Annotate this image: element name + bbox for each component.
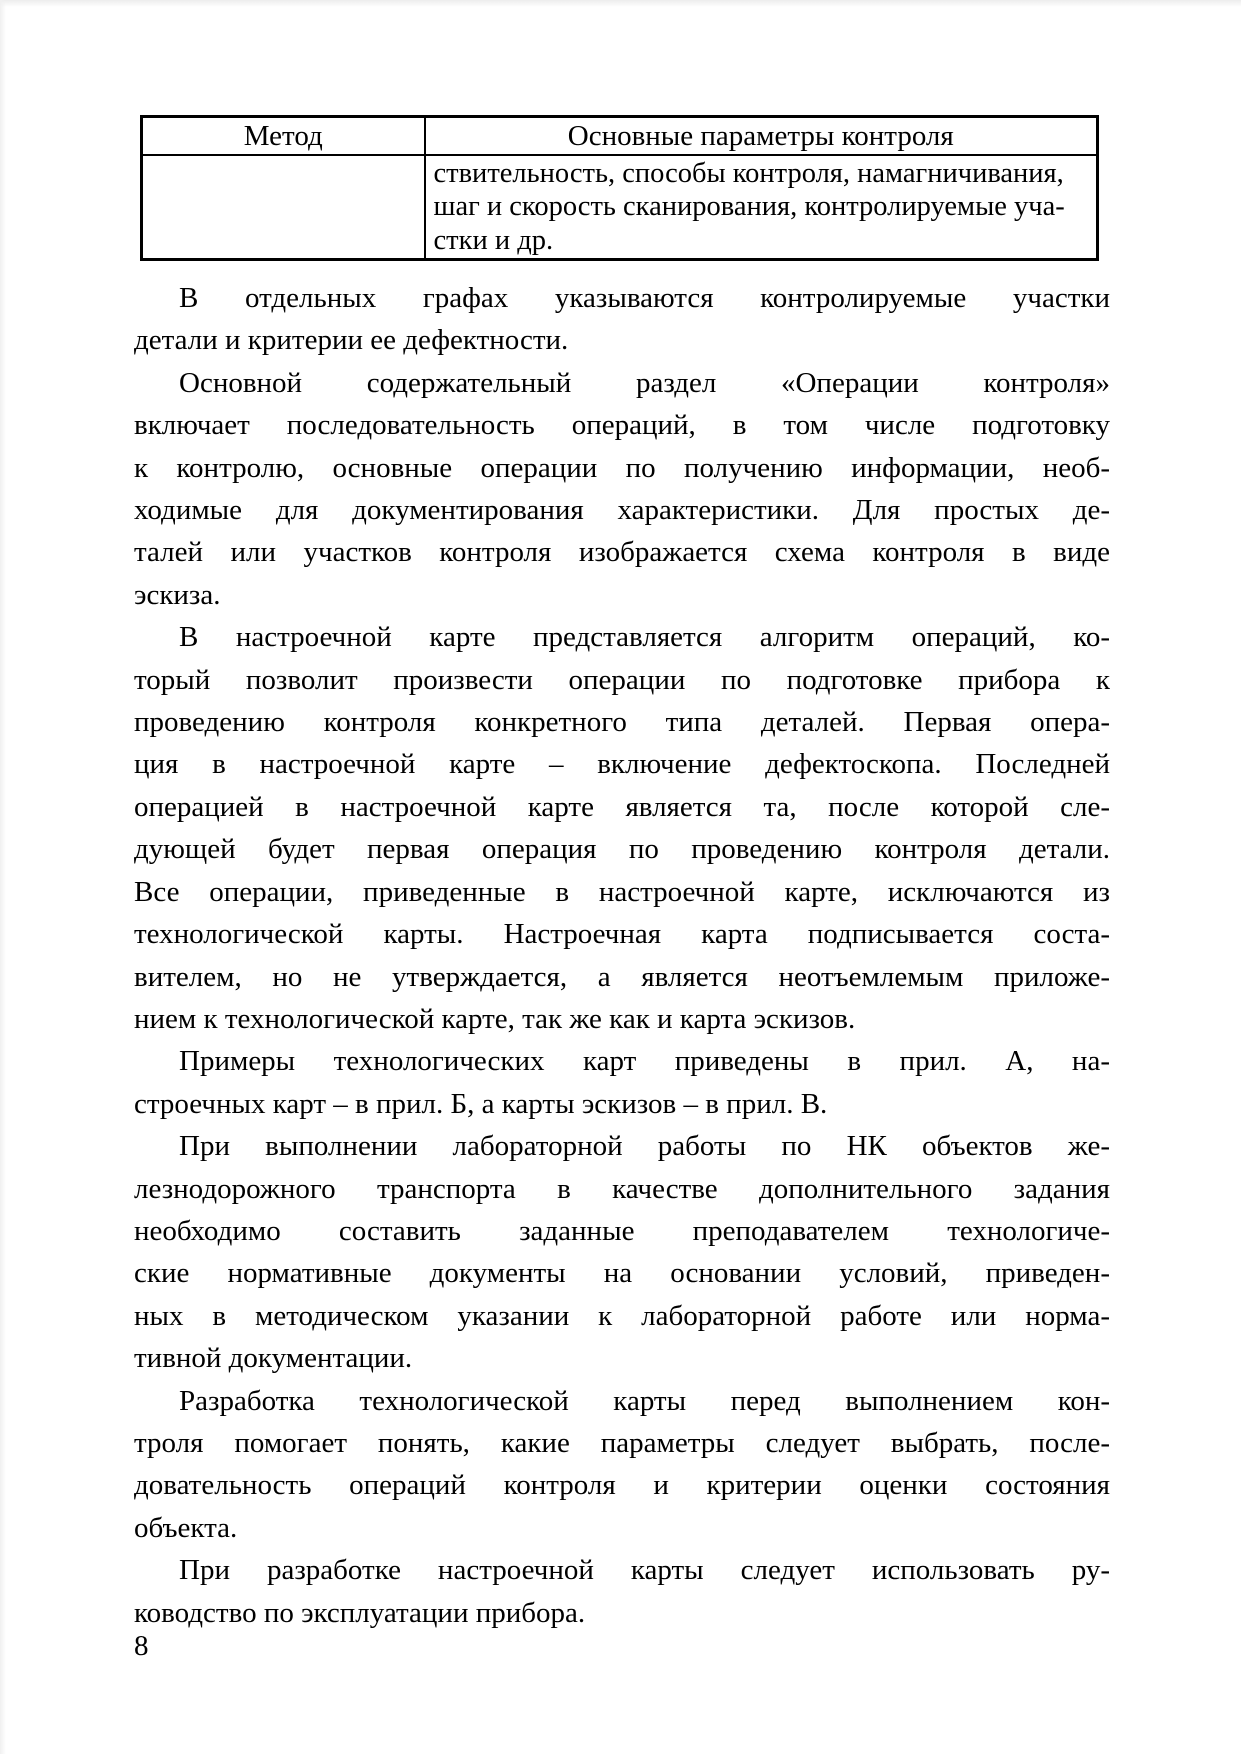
text-line: ных в методическом указании к лабораторной работе или норма- bbox=[134, 1299, 1110, 1332]
text-line: троля помогает понять, какие параметры следует выбрать, после- bbox=[134, 1426, 1110, 1459]
paragraph bbox=[134, 1380, 1110, 1550]
text-line: ходимые для документирования характеристики. Для простых де- bbox=[134, 494, 1110, 527]
paragraph bbox=[134, 1125, 1110, 1379]
text-line: строечных карт – в прил. Б, а карты эскизов – в прил. В. bbox=[134, 1087, 828, 1120]
table-header-parameters: Основные параметры контроля bbox=[425, 117, 1098, 156]
text-line: Разработка технологической карты перед выполнением кон- bbox=[179, 1384, 1110, 1417]
text-line: необходимо составить заданные преподавателем технологиче- bbox=[134, 1214, 1110, 1247]
parameters-cell bbox=[425, 155, 1098, 260]
text-line: проведению контроля конкретного типа деталей. Первая опера- bbox=[134, 706, 1110, 739]
control-parameters-table bbox=[140, 115, 1099, 261]
paragraph bbox=[134, 277, 1110, 362]
text-line: детали и критерии ее дефектности. bbox=[134, 324, 569, 357]
text-line: При разработке настроечной карты следует использовать ру- bbox=[179, 1554, 1110, 1587]
scan-edge-top bbox=[0, 0, 1241, 7]
text-line: ководство по эксплуатации прибора. bbox=[134, 1596, 586, 1629]
table-row bbox=[142, 155, 1098, 260]
paragraph bbox=[134, 1549, 1110, 1634]
scan-edge-left bbox=[0, 0, 6, 1754]
text-line: Примеры технологических карт приведены в прил. А, на- bbox=[179, 1045, 1110, 1078]
table-text-line: ствительность, способы контроля, намагничивания, bbox=[433, 158, 1064, 189]
text-line: В настроечной карте представляется алгоритм операций, ко- bbox=[179, 621, 1110, 654]
text-line: Основной содержательный раздел «Операции контроля» bbox=[179, 366, 1110, 399]
text-line: тивной документации. bbox=[134, 1342, 413, 1375]
text-line: к контролю, основные операции по получению информации, необ- bbox=[134, 451, 1110, 484]
text-line: эскиза. bbox=[134, 578, 221, 611]
text-line: торый позволит произвести операции по подготовке прибора к bbox=[134, 663, 1110, 696]
text-line: талей или участков контроля изображается схема контроля в виде bbox=[134, 536, 1110, 569]
text-line: операцией в настроечной карте является та, после которой сле- bbox=[134, 790, 1110, 823]
text-line: лезнодорожного транспорта в качестве дополнительного задания bbox=[134, 1172, 1110, 1205]
text-line: включает последовательность операций, в том числе подготовку bbox=[134, 409, 1110, 442]
table-header-method: Метод bbox=[142, 117, 425, 156]
text-line: довательность операций контроля и критерии оценки состояния bbox=[134, 1469, 1110, 1502]
paragraph bbox=[134, 1040, 1110, 1125]
text-line: Все операции, приведенные в настроечной карте, исключаются из bbox=[134, 875, 1110, 908]
text-line: При выполнении лабораторной работы по НК объектов же- bbox=[179, 1130, 1110, 1163]
text-line: ские нормативные документы на основании условий, приведен- bbox=[134, 1257, 1110, 1290]
table-header-row bbox=[142, 117, 1098, 156]
paragraph bbox=[134, 616, 1110, 1040]
text-line: вителем, но не утверждается, а является неотъемлемым приложе- bbox=[134, 960, 1110, 993]
text-line: дующей будет первая операция по проведению контроля детали. bbox=[134, 833, 1110, 866]
text-line: В отдельных графах указываются контролируемые участки bbox=[179, 282, 1110, 314]
paragraph bbox=[134, 362, 1110, 616]
text-line: технологической карты. Настроечная карта подписывается соста- bbox=[134, 918, 1110, 951]
page-number: 8 bbox=[134, 1630, 149, 1662]
text-line: объекта. bbox=[134, 1511, 238, 1544]
text-line: нием к технологической карте, так же как и карта эскизов. bbox=[134, 1002, 856, 1035]
table-text-line: стки и др. bbox=[433, 224, 554, 256]
table-text-line: шаг и скорость сканирования, контролируемые уча- bbox=[433, 191, 1065, 223]
text-line: ция в настроечной карте – включение дефектоскопа. Последней bbox=[134, 748, 1110, 781]
page-body bbox=[134, 277, 1110, 1634]
method-cell bbox=[142, 155, 425, 260]
